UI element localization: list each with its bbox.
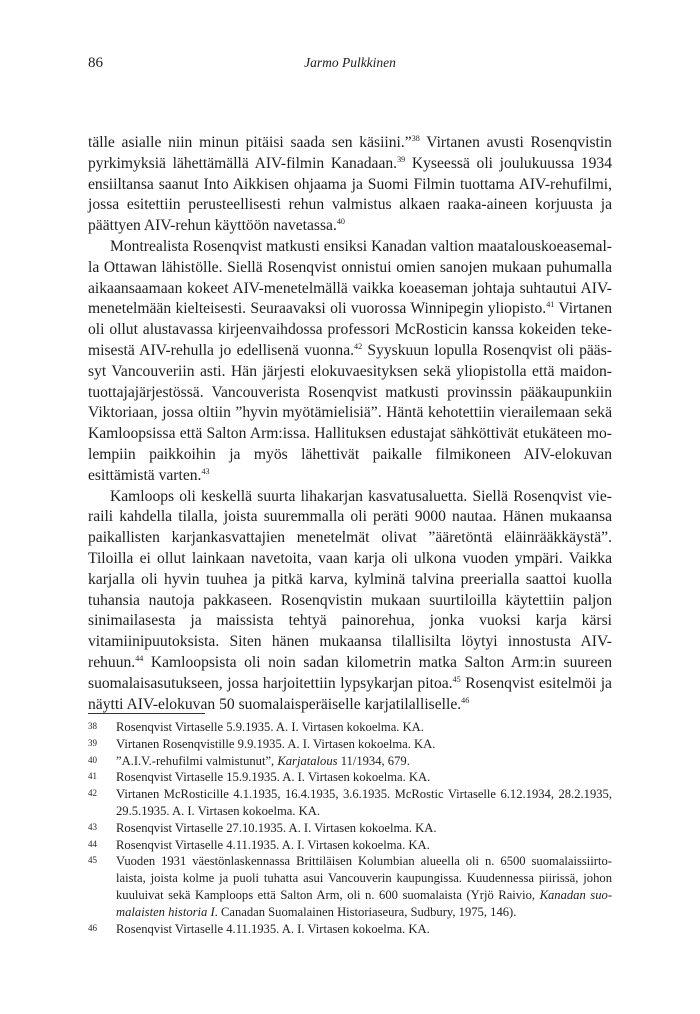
footnote-reference: 46 [461,695,470,705]
footnote-number: 43 [88,821,97,832]
text-run: Rosenqvist esitelmöi ja näytti AIV-elokuvan 50 suomalaisperäiselle karjatilalliselle. [88,674,612,713]
footnote-reference: 40 [336,217,345,227]
text-run: Kamloops oli keskellä suurta lihakarjan kasvatusaluetta. Siellä Rosenqvist vieraili kahdella tilalla, joista suuremmalla oli peräti 9000 nautaa. Hänen mukaansa paikallisten karjankasvattajien menetelmät olivat ”ääretöntä eläinrääkkäystä”. Tiloilla ei ollut lainkaan navetoita, vaan karja oli ulkona vuoden ympäri. Vaikka karjalla oli hyvin tuuhea ja pitkä karva, kylminä talvina preerialla saattoi kuolla tuhansia nautoja pakkaseen. Rosenqvistin mukaan suurtiloilla käytettiin paljon sinimailasesta ja maissista tehtyä painorehua, jonka vuoksi karja kärsi vitamiinipuutoksista. Siten hänen mukaansa tilallisilta löytyi innostusta AIV-rehuun. [88,487,612,671]
text-run: Kyseessä oli joulukuussa 1934 ensiiltansa saanut Into Aikkisen ohjaama ja Suomi Filmin tuottama AIV-rehufilmi, jossa esitettiin perusteellisesti rehun valmistus alkaen raaka-aineen korjuusta ja päättyen AIV-rehun käyttöön navetassa. [88,154,612,235]
footnote-reference: 41 [546,300,555,310]
footnote-text [116,921,612,938]
footnote-text [116,786,612,820]
footnote-reference: 43 [201,466,210,476]
footnote-number: 41 [88,771,97,782]
italic-text: Karjatalous [277,753,338,768]
text-run: Vuoden 1931 väestönlaskennassa Brittiläisen Kolumbian alueella oli n. 6500 suomalaissiirtolaista, joista kolme ja puoli tuhatta asui Vancouverin kaupungissa. Kuudennessa piirissä, johon kuuluivat sekä Kamploops että Salton Arm, oli n. 600 suomalaista (Yrjö Raivio, [116,854,612,902]
footnote [88,820,612,837]
footnote-number: 39 [88,737,97,748]
footnote-number: 38 [88,721,97,731]
text-run: Rosenqvist Virtaselle 4.11.1935. A. I. Virtasen kokoelma. KA. [116,921,430,936]
paragraph [88,237,612,487]
footnote-text [116,719,612,736]
footnote-number: 46 [88,922,97,933]
text-run: Virtanen McRosticille 4.1.1935, 16.4.1935, 3.6.1935. McRostic Virtaselle 6.12.1934, 28.2.1935, 29.5.1935. A. I. Virtasen kokoelma. KA. [116,787,612,818]
footnote-text [116,769,612,786]
footnote-number: 42 [88,788,97,799]
footnote-number: 40 [88,754,97,765]
footnote [88,769,612,786]
text-run: . Canadan Suomalainen Historiaseura, Sudbury, 1975, 146). [214,904,517,919]
page-header [88,55,612,75]
text-run: Syyskuun lopulla Rosenqvist oli päässyt Vancouveriin asti. Hän järjesti elokuvaesityksen sekä yliopistolla että maidontuottajajärjestössä. Vancouverista Rosenqvist matkusti provinssin pääkaupunkiin Viktoriaan, jossa oltiin ”hyvin myötämielisiä”. Häntä kehotettiin vierailemaan sekä Kamloopsissa että Salton Arm:issa. Hallituksen edustajat sähköttivät etukäteen molempiin paikkoihin ja myös lähettivät paikalle filmikoneen AIV-elokuvan esittämistä varten. [88,341,612,484]
text-run: Virtanen oli ollut alustavassa kirjeenvaihdossa professori McRosticin kanssa kokeiden tekemisestä AIV-rehulla jo edellisenä vuonna. [88,300,612,359]
italic-text: Kanadan suomalaisten historia I [116,887,613,919]
footnote-number: 45 [88,855,97,866]
text-run: tälle asialle niin minun pitäisi saada sen käsiini.” [88,134,412,151]
footnote-text [116,837,612,854]
running-head: Jarmo Pulkkinen [304,55,396,70]
footnote [88,736,612,753]
text-run: Kamloopsista oli noin sadan kilometrin matka Salton Arm:in suureen suomalaisasutukseen, jossa harjoitettiin lypsykarjan pitoa. [88,653,612,692]
footnote [88,786,612,820]
footnote-text [116,853,612,920]
footnote-number: 44 [88,838,97,849]
footnote-divider [88,713,205,714]
footnote-reference: 45 [452,674,461,684]
footnote-reference: 39 [397,154,406,164]
text-run: Rosenqvist Virtaselle 5.9.1935. A. I. Virtasen kokoelma. KA. [116,720,424,734]
text-run: Virtanen avusti Rosenqvistin pyrkimyksiä lähettämällä AIV-filmin Kanadaan. [88,134,612,172]
text-run: 11/1934, 679. [337,753,410,768]
footnote-text [116,753,612,770]
paragraph [88,133,612,237]
footnotes [88,719,612,937]
footnote [88,719,612,736]
text-run: Montrealista Rosenqvist matkusti ensiksi Kanadan valtion maatalouskoeasemalla Ottawan lähistölle. Siellä Rosenqvist onnistui omien sanojen mukaan puhumalla aikaansaamaan kokeet AIV-menetelmällä vaikka koeaseman johtaja suhtautui AIV-menetelmään kielteisesti. Seuraavaksi oli vuorossa Winnipegin yliopisto. [88,237,612,318]
footnote-reference: 44 [135,653,144,663]
body-text [88,133,612,715]
paragraph [88,487,612,716]
footnote-reference: 38 [411,133,420,143]
page-number: 86 [88,55,103,71]
text-run: Rosenqvist Virtaselle 15.9.1935. A. I. Virtasen kokoelma. KA. [116,770,431,785]
footnote-text [116,820,612,837]
text-run: Rosenqvist Virtaselle 4.11.1935. A. I. Virtasen kokoelma. KA. [116,837,430,852]
footnote-reference: 42 [354,341,363,351]
footnote [88,853,612,920]
text-run: ”A.I.V.-rehufilmi valmistunut”, [116,753,278,768]
text-run: Rosenqvist Virtaselle 27.10.1935. A. I. Virtasen kokoelma. KA. [116,820,437,835]
footnote [88,837,612,854]
text-run: Virtanen Rosenqvistille 9.9.1935. A. I. Virtasen kokoelma. KA. [116,736,436,751]
footnote [88,753,612,770]
footnote-text [116,736,612,753]
footnote [88,921,612,938]
